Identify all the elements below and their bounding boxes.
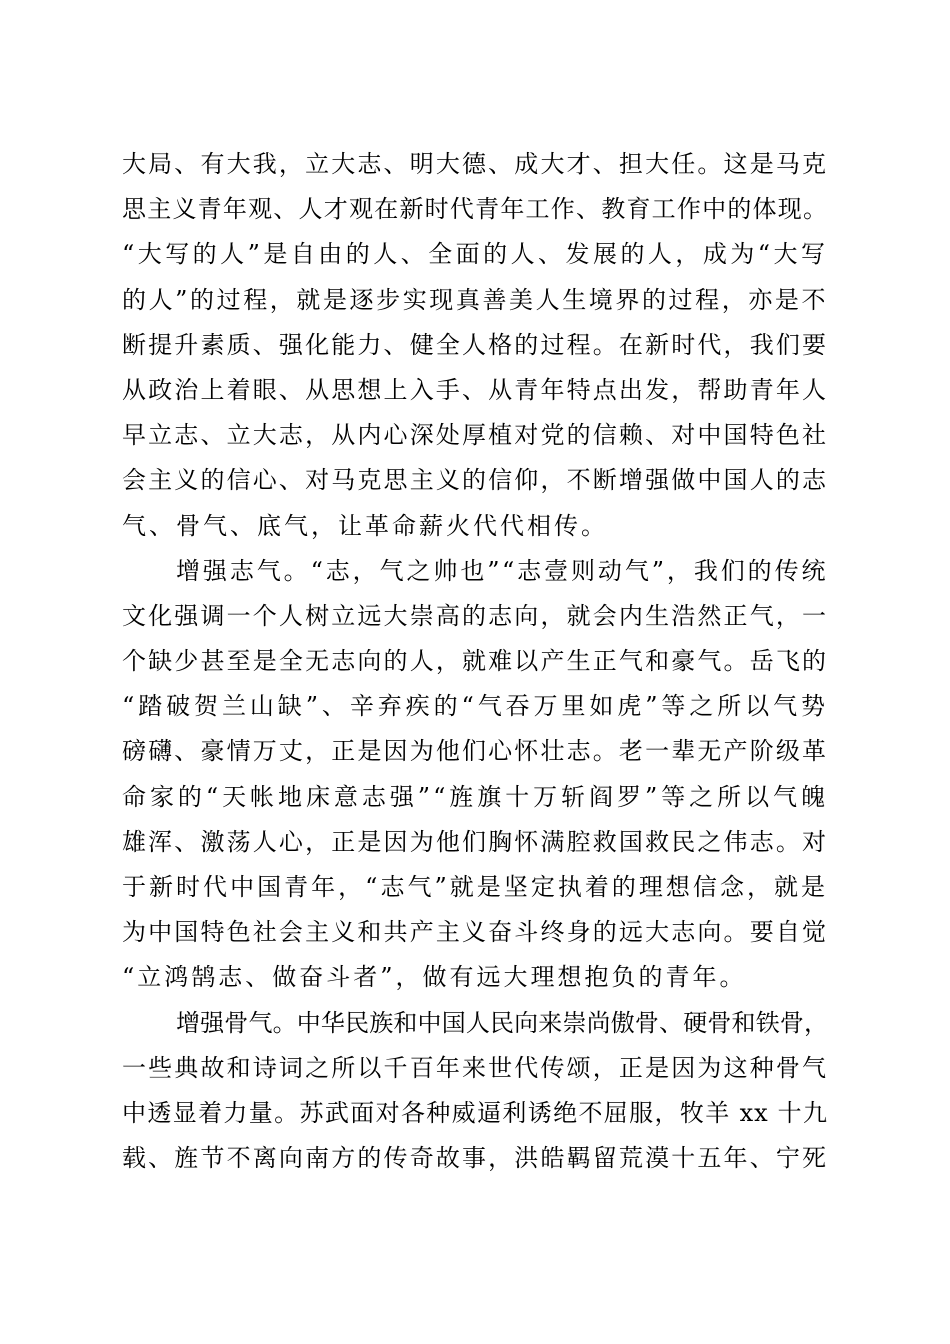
text-line: “大写的人”是自由的人、全面的人、发展的人，成为“大写	[122, 240, 828, 269]
paragraph-start-line: 增强骨气。中华民族和中国人民向来崇尚傲骨、硬骨和铁骨，	[176, 1008, 828, 1037]
text-line: 会主义的信心、对马克思主义的信仰，不断增强做中国人的志	[122, 466, 828, 495]
document-body	[122, 142, 828, 1181]
text-line: 为中国特色社会主义和共产主义奋斗终身的远大志向。要自觉	[122, 918, 828, 947]
text-line: 于新时代中国青年，“志气”就是坚定执着的理想信念，就是	[122, 873, 828, 901]
paragraph-start-line: 增强志气。“志，气之帅也”“志壹则动气”，我们的传统	[176, 556, 828, 585]
text-line: 断提升素质、强化能力、健全人格的过程。在新时代，我们要	[122, 330, 828, 359]
text-line: 气、骨气、底气，让革命薪火代代相传。	[122, 511, 608, 540]
text-line: 磅礴、豪情万丈，正是因为他们心怀壮志。老一辈无产阶级革	[122, 737, 828, 766]
text-line: 载、旌节不离向南方的传奇故事，洪皓羁留荒漠十五年、宁死	[122, 1144, 828, 1173]
text-line: 雄浑、激荡人心，正是因为他们胸怀满腔救国救民之伟志。对	[122, 827, 828, 856]
text-line: “踏破贺兰山缺”、辛弃疾的“气吞万里如虎”等之所以气势	[122, 692, 828, 721]
text-line: 早立志、立大志，从内心深处厚植对党的信赖、对中国特色社	[122, 421, 828, 450]
text-line: 命家的“天帐地床意志强”“旌旗十万斩阎罗”等之所以气魄	[122, 782, 828, 811]
text-line: 大局、有大我，立大志、明大德、成大才、担大任。这是马克	[122, 150, 828, 178]
text-line: 文化强调一个人树立远大崇高的志向，就会内生浩然正气，一	[122, 601, 828, 630]
text-line: “立鸿鹄志、做奋斗者”，做有远大理想抱负的青年。	[122, 963, 747, 992]
text-line: 思主义青年观、人才观在新时代青年工作、教育工作中的体现。	[122, 195, 828, 224]
text-line: 的人”的过程，就是逐步实现真善美人生境界的过程，亦是不	[122, 285, 828, 314]
text-line: 从政治上着眼、从思想上入手、从青年特点出发，帮助青年人	[122, 375, 828, 404]
text-line: 中透显着力量。苏武面对各种威逼利诱绝不屈服，牧羊 xx 十九	[122, 1098, 828, 1127]
text-line: 个缺少甚至是全无志向的人，就难以产生正气和豪气。岳飞的	[122, 647, 828, 676]
text-line: 一些典故和诗词之所以千百年来世代传颂，正是因为这种骨气	[122, 1053, 828, 1082]
